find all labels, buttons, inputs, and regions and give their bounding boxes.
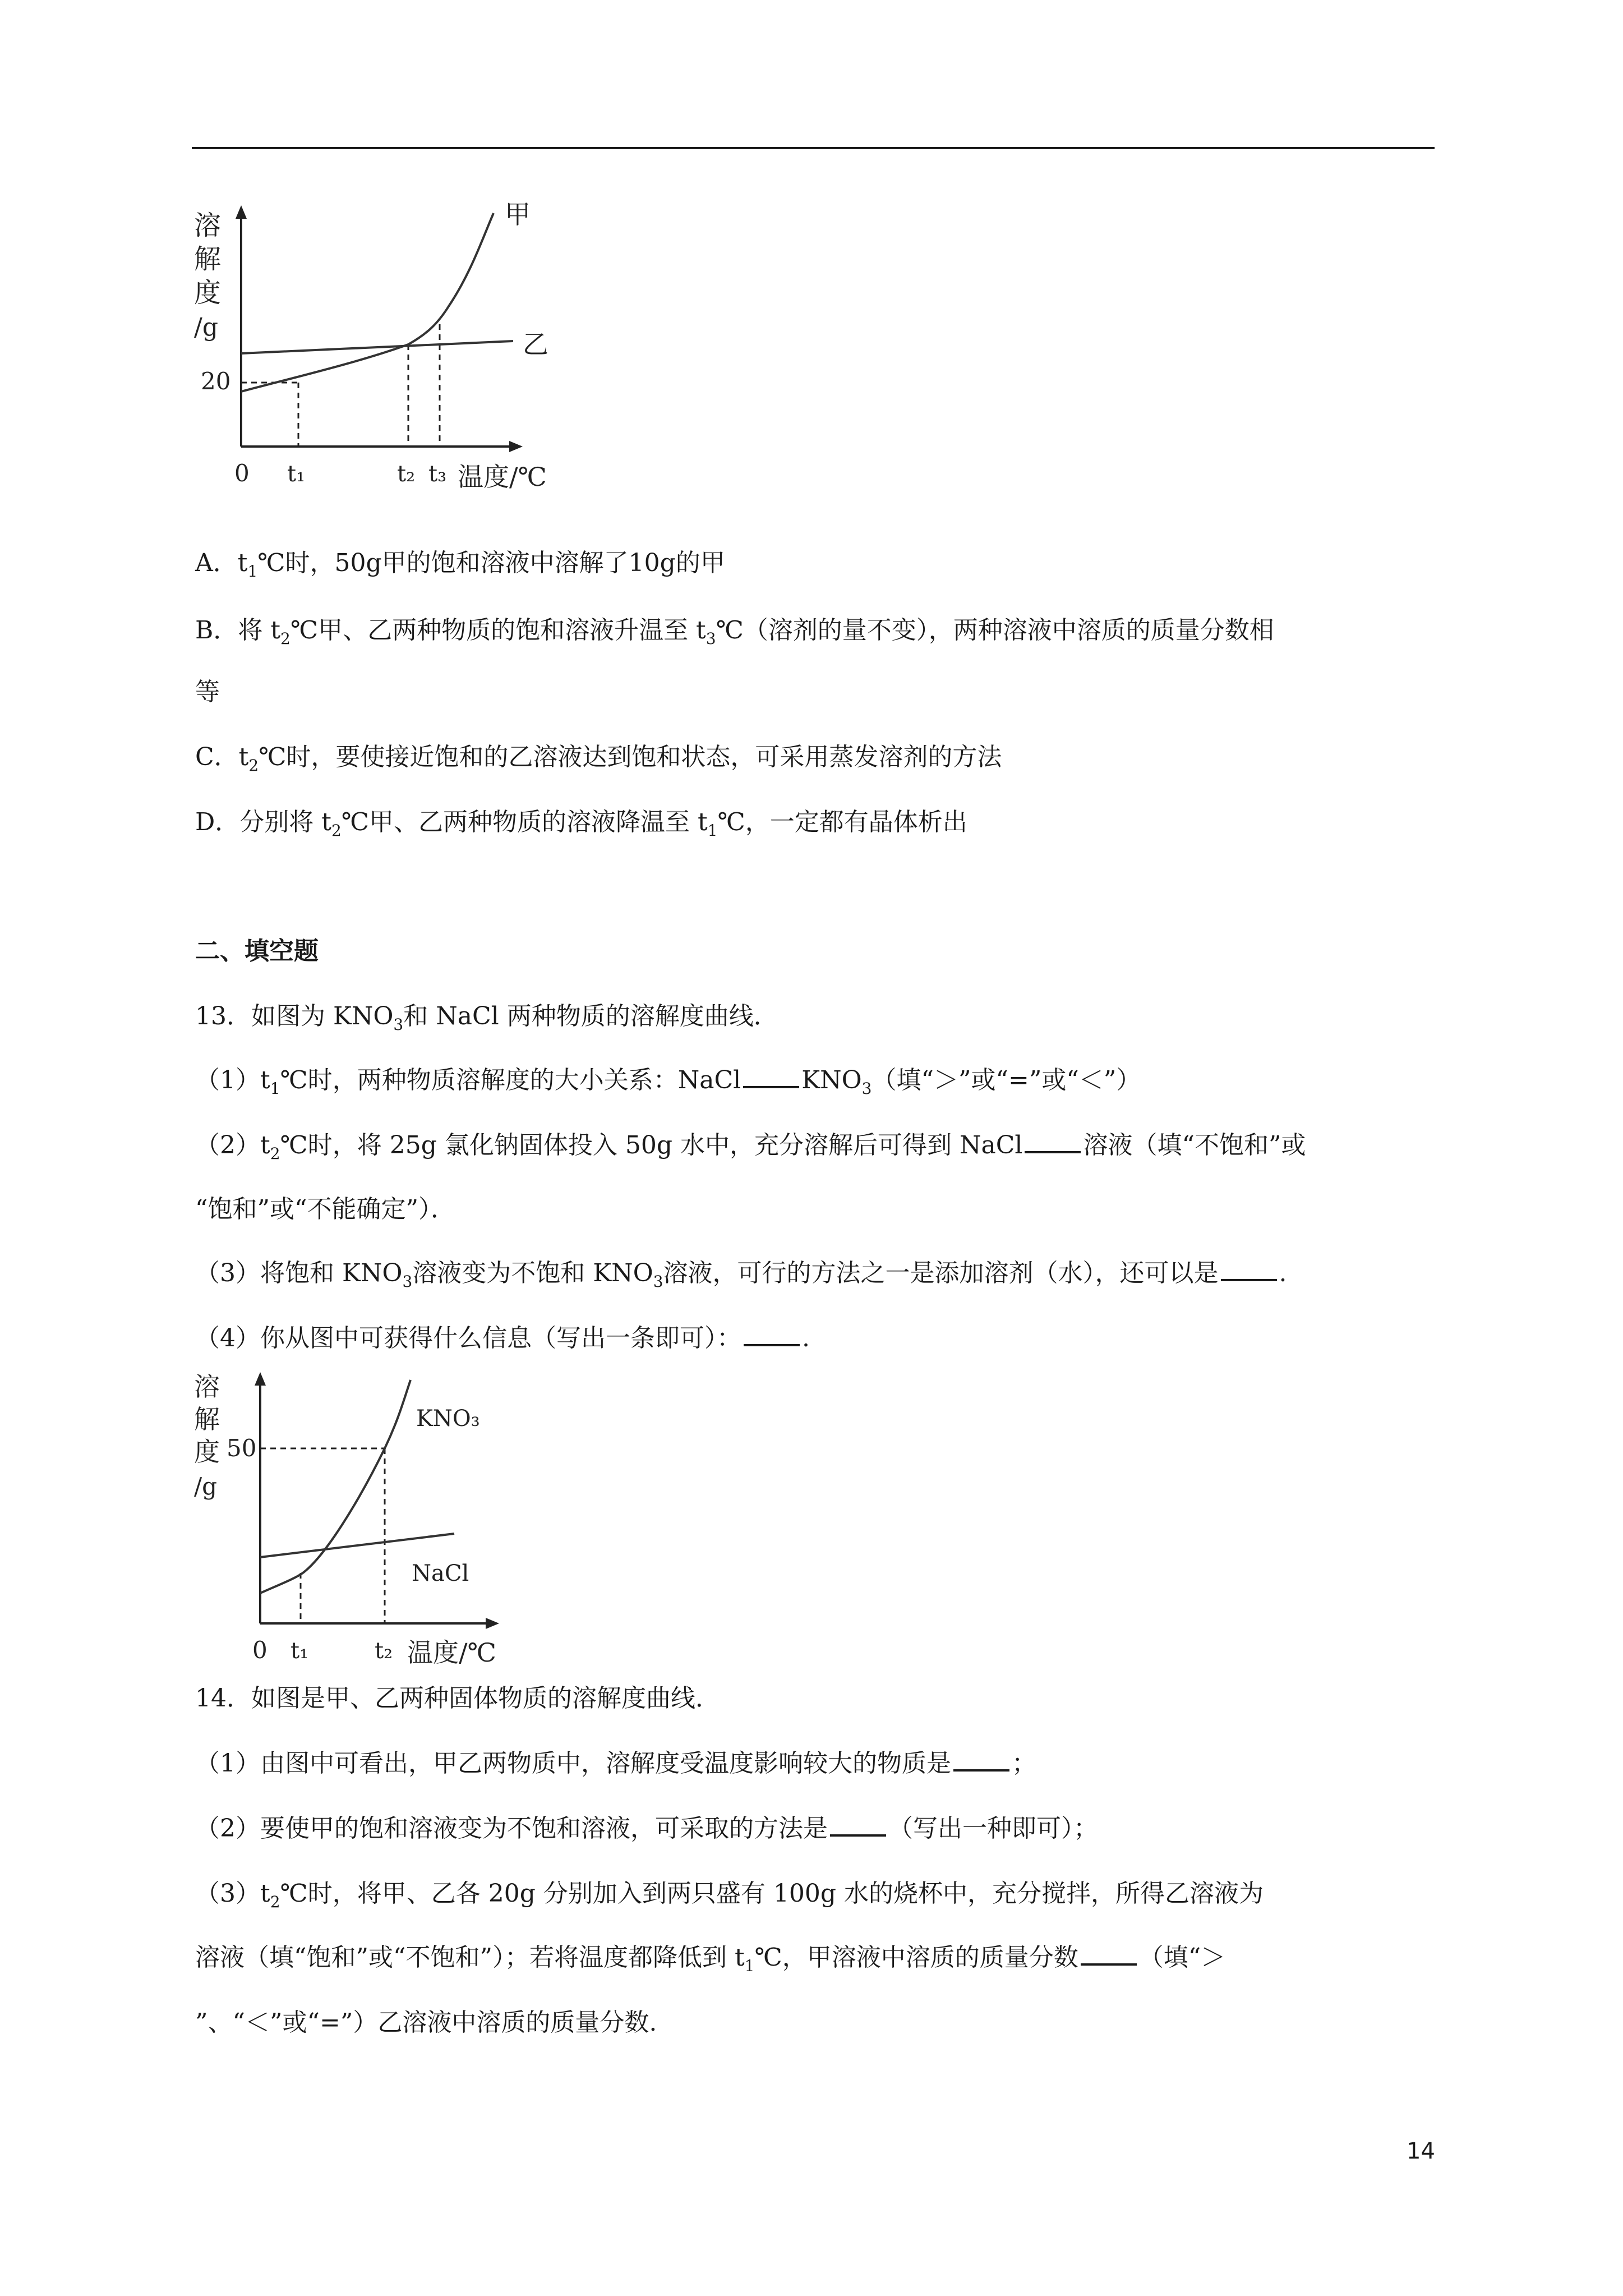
option-d-sub-2: 1 <box>707 821 718 840</box>
q13-p1-sub-1: 1 <box>270 1079 280 1098</box>
q14-p1-text-1: （1）由图中可看出，甲乙两物质中，溶解度受温度影响较大的物质是 <box>195 1749 951 1778</box>
y2-tick-50: 50 <box>227 1434 257 1462</box>
option-b-text-4: 等 <box>195 678 220 706</box>
q14-part-3-line-1 <box>195 1877 1264 1919</box>
origin-label: 0 <box>234 459 250 487</box>
y-label-3: 度 <box>194 277 222 309</box>
series-label-yi: 乙 <box>523 329 548 360</box>
option-d-sub-1: 2 <box>331 821 342 840</box>
x-tick-t1: t₁ <box>287 461 306 487</box>
q13-p3-text-4: . <box>1279 1259 1287 1287</box>
y2-label-3: 度 <box>194 1437 220 1467</box>
option-a-sub: 1 <box>247 562 258 581</box>
q14-p3-text-3: 溶液（填“饱和”或“不饱和”）；若将温度都降低到 t <box>195 1943 745 1972</box>
option-a-text-2: ℃时，50g甲的饱和溶液中溶解了10g的甲 <box>257 549 725 577</box>
q14-p3-blank[interactable] <box>1081 1941 1137 1966</box>
q14-p3-text-6: ”、“＜”或“=”）乙溶液中溶质的质量分数. <box>195 2008 657 2037</box>
q13-p1-blank[interactable] <box>743 1064 799 1088</box>
q13-p2-text-3: 溶液（填“不饱和”或 <box>1083 1131 1306 1159</box>
q13-p4-text-1: （4）你从图中可获得什么信息（写出一条即可）： <box>195 1324 741 1352</box>
q14-part-2 <box>195 1812 1098 1846</box>
q13-p2-text-1: （2）t <box>195 1131 270 1159</box>
option-a <box>195 546 725 588</box>
q14-p3-sub-1: 2 <box>270 1893 280 1911</box>
q13-p2-text-2: ℃时，将 25g 氯化钠固体投入 50g 水中，充分溶解后可得到 NaCl <box>280 1131 1023 1159</box>
q14-p2-text-1: （2）要使甲的饱和溶液变为不饱和溶液，可采取的方法是 <box>195 1814 828 1843</box>
x2-axis-label: 温度/℃ <box>407 1637 496 1664</box>
option-c <box>195 740 1002 783</box>
x-tick-t2: t₂ <box>397 461 416 487</box>
y-label-4: /g <box>194 313 218 342</box>
q13-p1-text-3: KNO <box>801 1066 862 1094</box>
y-label-2: 解 <box>194 243 222 275</box>
option-a-text-1: A．t <box>195 549 248 577</box>
q13-part-1 <box>195 1064 1141 1106</box>
q13-p3-sub-1: 3 <box>402 1272 413 1291</box>
origin-label-2: 0 <box>252 1636 268 1664</box>
option-d-text-1: D．分别将 t <box>195 808 331 836</box>
q14-p1-text-2: ； <box>1012 1749 1036 1778</box>
q13-part-3 <box>195 1257 1287 1299</box>
option-b-sub-2: 3 <box>706 629 716 648</box>
x2-tick-t2: t₂ <box>375 1638 393 1664</box>
q13-p3-text-2: 溶液变为不饱和 KNO <box>412 1259 653 1287</box>
q13-p3-sub-2: 3 <box>653 1272 663 1291</box>
solubility-chart-2 <box>191 1366 508 1664</box>
y-tick-20: 20 <box>201 367 231 395</box>
q14-p3-sub-2: 1 <box>744 1957 755 1975</box>
solubility-chart-1 <box>191 200 561 500</box>
q13-p2-text-4: “饱和”或“不能确定”）． <box>195 1195 455 1223</box>
q13-p4-blank[interactable] <box>744 1322 800 1346</box>
y2-label-1: 溶 <box>194 1372 220 1402</box>
chart-1-svg <box>191 200 561 500</box>
x-tick-t3: t₃ <box>428 461 447 487</box>
y-label-1: 溶 <box>194 210 222 241</box>
q14-p3-text-4: ℃，甲溶液中溶质的质量分数 <box>754 1943 1078 1972</box>
q14-part-3-line-2 <box>195 1941 1225 1983</box>
q14-p2-text-2: （写出一种即可）； <box>888 1814 1098 1843</box>
option-c-text-1: C．t <box>195 743 249 771</box>
series-label-nacl: NaCl <box>412 1561 469 1586</box>
q13-stem-sub: 3 <box>393 1015 404 1034</box>
q14-part-1 <box>195 1747 1036 1780</box>
q13-part-2-line-2 <box>195 1193 455 1226</box>
q13-stem-2: 和 NaCl 两种物质的溶解度曲线． <box>403 1002 778 1030</box>
q13-p2-sub: 2 <box>270 1144 280 1163</box>
option-b-sub-1: 2 <box>280 629 291 648</box>
option-c-sub: 2 <box>248 756 259 775</box>
page-number: 14 <box>1407 2138 1435 2164</box>
option-c-text-2: ℃时，要使接近饱和的乙溶液达到饱和状态，可采用蒸发溶剂的方法 <box>259 743 1002 771</box>
header-rule <box>192 147 1435 149</box>
q14-part-3-line-3 <box>195 2006 657 2040</box>
q13-part-2-line-1 <box>195 1129 1306 1171</box>
y2-label-2: 解 <box>194 1404 220 1434</box>
option-d <box>195 806 967 848</box>
series-label-kno3: KNO₃ <box>416 1406 480 1432</box>
q13-part-4 <box>195 1322 810 1355</box>
q14-p3-text-2: ℃时，将甲、乙各 20g 分别加入到两只盛有 100g 水的烧杯中，充分搅拌，所得乙溶液为 <box>280 1879 1264 1908</box>
q14-stem: 14．如图是甲、乙两种固体物质的溶解度曲线． <box>195 1684 720 1713</box>
q13-stem <box>195 1000 778 1042</box>
q14-p3-text-1: （3）t <box>195 1879 270 1908</box>
y2-label-4: /g <box>194 1473 218 1500</box>
q13-p1-text-4: （填“＞”或“=”或“＜”） <box>872 1066 1141 1094</box>
q14-p3-text-5: （填“＞ <box>1138 1943 1226 1972</box>
q13-p3-text-3: 溶液，可行的方法之一是添加溶剂（水），还可以是 <box>663 1259 1219 1287</box>
q13-p1-sub-2: 3 <box>861 1079 872 1098</box>
q13-p1-text-1: （1）t <box>195 1066 270 1094</box>
option-b-text-1: B．将 t <box>195 616 281 645</box>
q13-p3-text-1: （3）将饱和 KNO <box>195 1259 403 1287</box>
option-b-text-2: ℃甲、乙两种物质的饱和溶液升温至 t <box>290 616 706 645</box>
q13-p3-blank[interactable] <box>1221 1257 1277 1281</box>
option-b-line-2 <box>195 675 220 709</box>
x-axis-label: 温度/℃ <box>458 462 547 492</box>
x2-tick-t1: t₁ <box>291 1638 309 1664</box>
q13-p4-text-2: . <box>802 1324 810 1352</box>
option-b-line-1 <box>195 614 1274 656</box>
q13-p1-text-2: ℃时，两种物质溶解度的大小关系：NaCl <box>280 1066 741 1094</box>
option-b-text-3: ℃（溶剂的量不变），两种溶液中溶质的质量分数相 <box>716 616 1274 645</box>
q14-p1-blank[interactable] <box>953 1747 1009 1772</box>
q14-p2-blank[interactable] <box>830 1812 886 1837</box>
chart-2-svg <box>191 1366 508 1664</box>
option-d-text-3: ℃，一定都有晶体析出 <box>717 808 967 836</box>
option-d-text-2: ℃甲、乙两种物质的溶液降温至 t <box>341 808 708 836</box>
series-label-jia: 甲 <box>505 200 531 229</box>
q13-p2-blank[interactable] <box>1025 1129 1081 1153</box>
section-title: 二、填空题 <box>195 937 319 965</box>
q13-stem-1: 13．如图为 KNO <box>195 1002 394 1030</box>
